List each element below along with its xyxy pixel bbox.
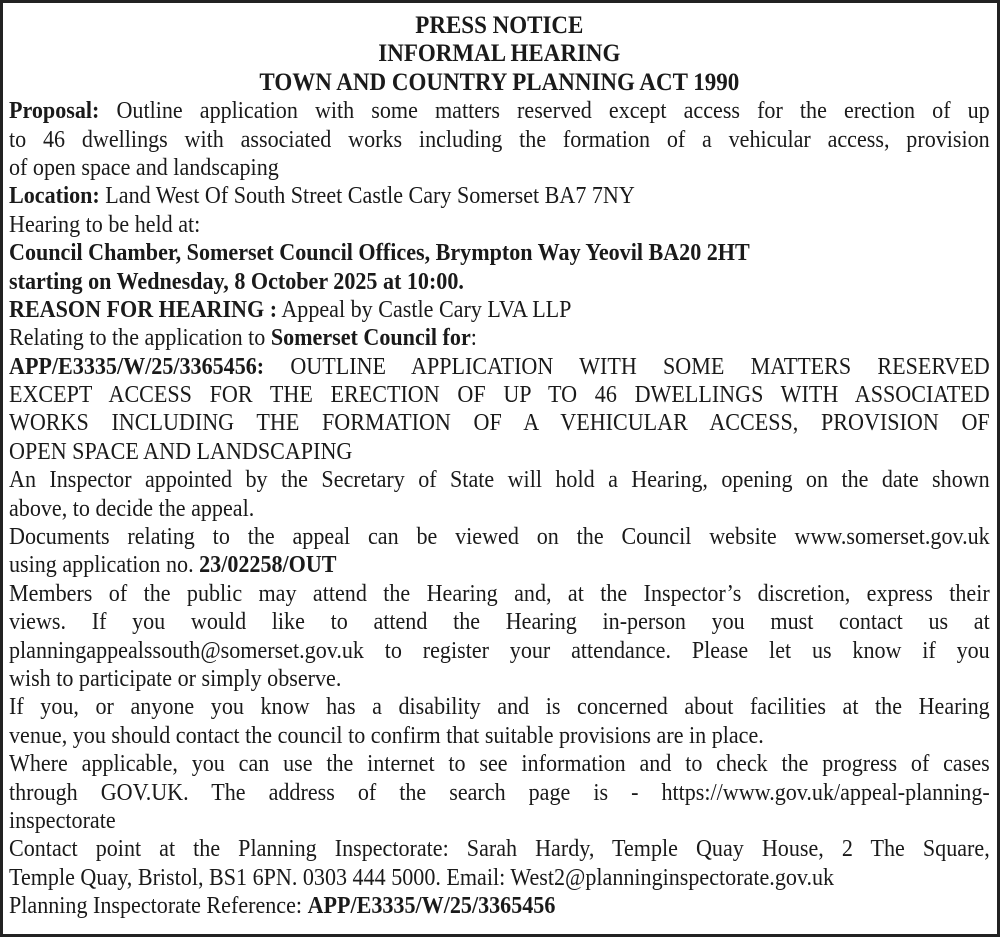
paragraph-venue-address bbox=[9, 239, 990, 267]
text-line bbox=[9, 495, 990, 523]
text-line bbox=[9, 580, 990, 608]
text: views. If you would like to attend the Hearing in-person you must contact us at bbox=[9, 609, 990, 636]
paragraph-inspector bbox=[9, 466, 990, 523]
text-line bbox=[9, 523, 990, 551]
text-line bbox=[9, 750, 990, 778]
text: Outline application with some matters reserved except access for the erection of up bbox=[99, 98, 990, 125]
paragraph-location bbox=[9, 182, 990, 210]
notice-title: PRESS NOTICE bbox=[415, 12, 584, 39]
paragraph-relating bbox=[9, 324, 990, 352]
text-line bbox=[9, 126, 990, 154]
text-line bbox=[9, 551, 990, 579]
text: Planning Inspectorate Reference: bbox=[9, 893, 308, 920]
text: Relating to the application to bbox=[9, 325, 271, 352]
text-line bbox=[9, 353, 990, 381]
text: venue, you should contact the council to confirm that suitable provisions are in place. bbox=[9, 722, 764, 749]
text-line bbox=[9, 608, 990, 636]
text-line bbox=[9, 722, 990, 750]
text-line bbox=[9, 182, 990, 210]
paragraph-hearing-date bbox=[9, 268, 990, 296]
text-line bbox=[9, 381, 990, 409]
text: If you, or anyone you know has a disability and is concerned about facilities at the Hearing bbox=[9, 694, 990, 721]
text-line bbox=[9, 835, 990, 863]
bold-text: starting on Wednesday, 8 October 2025 at 10:00. bbox=[9, 268, 464, 295]
text-line bbox=[9, 239, 990, 267]
bold-text: Proposal: bbox=[9, 98, 100, 125]
text: Documents relating to the appeal can be viewed on the Council website www.somerset.gov.uk bbox=[9, 524, 990, 551]
bold-text: Somerset Council for bbox=[270, 325, 471, 352]
text-line bbox=[9, 296, 990, 324]
bold-text: Location: bbox=[9, 183, 100, 210]
text: planningappealssouth@somerset.gov.uk to register your attendance. Please let us know if you bbox=[9, 637, 990, 664]
text: inspectorate bbox=[9, 807, 116, 834]
notice-act: TOWN AND COUNTRY PLANNING ACT 1990 bbox=[259, 68, 740, 96]
text: WORKS INCLUDING THE FORMATION OF A VEHICULAR ACCESS, PROVISION OF bbox=[9, 410, 990, 437]
paragraph-proposal bbox=[9, 97, 990, 182]
notice-subtitle: INFORMAL HEARING bbox=[378, 40, 621, 68]
text: Members of the public may attend the Hearing and, at the Inspector’s discretion, express their bbox=[9, 580, 990, 607]
text-line bbox=[9, 154, 990, 182]
text: EXCEPT ACCESS FOR THE ERECTION OF UP TO 46 DWELLINGS WITH ASSOCIATED bbox=[9, 382, 990, 409]
text-line bbox=[9, 97, 990, 125]
bold-text: APP/E3335/W/25/3365456: bbox=[9, 353, 265, 380]
text-line bbox=[9, 779, 990, 807]
text-line bbox=[9, 665, 990, 693]
paragraph-documents bbox=[9, 523, 990, 580]
paragraph-disability bbox=[9, 693, 990, 750]
text-line bbox=[9, 864, 990, 892]
text: to 46 dwellings with associated works including the formation of a vehicular access, provision bbox=[9, 126, 990, 153]
text: above, to decide the appeal. bbox=[9, 495, 255, 522]
text: OPEN SPACE AND LANDSCAPING bbox=[9, 438, 353, 465]
text-line bbox=[9, 324, 990, 352]
paragraph-appeal-description bbox=[9, 353, 990, 467]
text: Temple Quay, Bristol, BS1 6PN. 0303 444 5000. Email: West2@planninginspectorate.gov.uk bbox=[9, 864, 835, 891]
text: through GOV.UK. The address of the search page is - https://www.gov.uk/appeal-planning- bbox=[9, 779, 990, 806]
text: Where applicable, you can use the internet to see information and to check the progress of cases bbox=[9, 751, 990, 778]
bold-text: Council Chamber, Somerset Council Offices, Brympton Way Yeovil BA20 2HT bbox=[9, 240, 750, 267]
bold-text: REASON FOR HEARING : bbox=[9, 296, 278, 323]
text: Contact point at the Planning Inspectorate: Sarah Hardy, Temple Quay House, 2 The Square, bbox=[9, 836, 990, 863]
text-line bbox=[9, 693, 990, 721]
text-line bbox=[9, 268, 990, 296]
text: of open space and landscaping bbox=[9, 154, 279, 181]
paragraph-contact bbox=[9, 835, 990, 892]
paragraph-reason bbox=[9, 296, 990, 324]
text: An Inspector appointed by the Secretary of State will hold a Hearing, opening on the date shown bbox=[9, 467, 990, 494]
text-line bbox=[9, 807, 990, 835]
text-line bbox=[9, 637, 990, 665]
text: Land West Of South Street Castle Cary Somerset BA7 7NY bbox=[99, 183, 635, 210]
notice-body bbox=[9, 12, 990, 921]
text-line bbox=[9, 466, 990, 494]
text-line bbox=[9, 892, 990, 920]
paragraph-reference bbox=[9, 892, 990, 920]
bold-text: 23/02258/OUT bbox=[199, 552, 337, 579]
text: Hearing to be held at: bbox=[9, 211, 201, 238]
bold-text: APP/E3335/W/25/3365456 bbox=[307, 893, 556, 920]
paragraph-hearing-venue bbox=[9, 211, 990, 239]
text: Appeal by Castle Cary LVA LLP bbox=[277, 296, 572, 323]
text: OUTLINE APPLICATION WITH SOME MATTERS RESERVED bbox=[264, 353, 990, 380]
text-line bbox=[9, 211, 990, 239]
paragraph-attendance bbox=[9, 580, 990, 694]
text: wish to participate or simply observe. bbox=[9, 665, 342, 692]
text-line bbox=[9, 409, 990, 437]
paragraph-internet bbox=[9, 750, 990, 835]
text: using application no. bbox=[9, 552, 200, 579]
text: : bbox=[470, 325, 477, 352]
text-line bbox=[9, 438, 990, 466]
